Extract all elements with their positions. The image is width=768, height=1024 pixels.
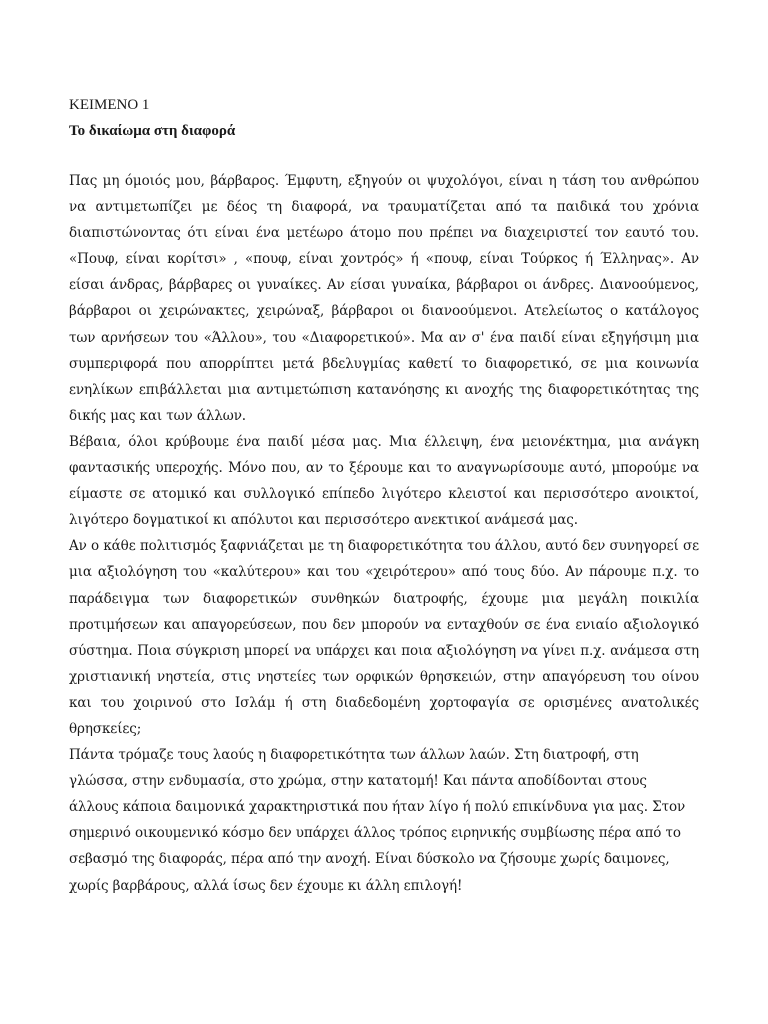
paragraph-1: Πας μη όμοιός μου, βάρβαρος. Έμφυτη, εξηγούν οι ψυχολόγοι, είναι η τάση του ανθρώπου να αντιμετωπίζει με δέος τη διαφορά, να τραυματίζεται από τα παιδικά του χρόνια διαπιστώνοντας ότι είναι ένα μετέωρο άτομο που πρέπει να διαχειριστεί τον εαυτό του. «Πουφ, είναι κορίτσι» , «πουφ, είναι χοντρός» ή «πουφ, είναι Τούρκος ή Έλληνας». Αν είσαι άνδρας, βάρβαρες οι γυναίκες. Αν είσαι γυναίκα, βάρβαροι οι άνδρες. Διανοούμενος, βάρβαροι οι χειρώνακτες, χειρώναξ, βάρβαροι οι διανοούμενοι. Ατελείωτος ο κατάλογος των αρνήσεων του «Άλλου», του «Διαφορετικού». Μα αν σ' ένα παιδί είναι εξηγήσιμη μια συμπεριφορά που απορρίπτει μετά βδελυγμίας καθετί το διαφορετικό, σε μια κοινωνία ενηλίκων επιβάλλεται μια αντιμετώπιση κατανόησης κι ανοχής της διαφορετικότητας της δικής μας και των άλλων. <box>69 173 699 424</box>
document-label: ΚΕΙΜΕΝΟ 1 <box>69 97 150 113</box>
heading-spacer <box>69 144 699 168</box>
document-body <box>69 92 699 899</box>
document-title: Το δικαίωμα στη διαφορά <box>69 123 236 139</box>
paragraph-4: Πάντα τρόμαζε τους λαούς η διαφορετικότητα των άλλων λαών. Στη διατροφή, στη γλώσσα, στην ενδυμασία, στο χρώμα, στην κατατομή! Και πάντα αποδίδονται στους άλλους κάποια δαιμονικά χαρακτηριστικά που ήταν λίγο ή πολύ επικίνδυνα για μας. Στον σημερινό οικουμενικό κόσμο δεν υπάρχει άλλος τρόπος ειρηνικής συμβίωσης πέρα από το σεβασμό της διαφοράς, πέρα από την ανοχή. Είναι δύσκολο να ζήσουμε χωρίς δαιμονες, χωρίς βαρβάρους, αλλά ίσως δεν έχουμε κι άλλη επιλογή! <box>69 747 686 894</box>
paragraph-3: Αν ο κάθε πολιτισμός ξαφνιάζεται με τη διαφορετικότητα του άλλου, αυτό δεν συνηγορεί σε μια αξιολόγηση του «καλύτερου» και του «χειρότερου» από τους δύο. Αν πάρουμε π.χ. το παράδειγμα των διαφορετικών συνθηκών διατροφής, έχουμε μια μεγάλη ποικιλία προτιμήσεων και απαγορεύσεων, που δεν μπορούν να ενταχθούν σε ένα ενιαίο αξιολογικό σύστημα. Ποια σύγκριση μπορεί να υπάρχει και ποια αξιολόγηση να γίνει π.χ. ανάμεσα στη χριστιανική νηστεία, στις νηστείες των ορφικών θρησκειών, στην απαγόρευση του οίνου και του χοιρινού στο Ισλάμ ή στη διαδεδομένη χορτοφαγία σε ορισμένες ανατολικές θρησκείες; <box>69 538 699 737</box>
paragraph-2: Βέβαια, όλοι κρύβουμε ένα παιδί μέσα μας. Μια έλλειψη, ένα μειονέκτημα, μια ανάγκη φαντασικής υπεροχής. Μόνο που, αν το ξέρουμε και το αναγνωρίσουμε αυτό, μπορούμε να είμαστε σε ατομικό και συλλογικό επίπεδο λιγότερο κλειστοί και περισσότερο ανοικτοί, λιγότερο δογματικοί κι απόλυτοι και περισσότερο ανεκτικοί ανάμεσά μας. <box>69 433 699 529</box>
